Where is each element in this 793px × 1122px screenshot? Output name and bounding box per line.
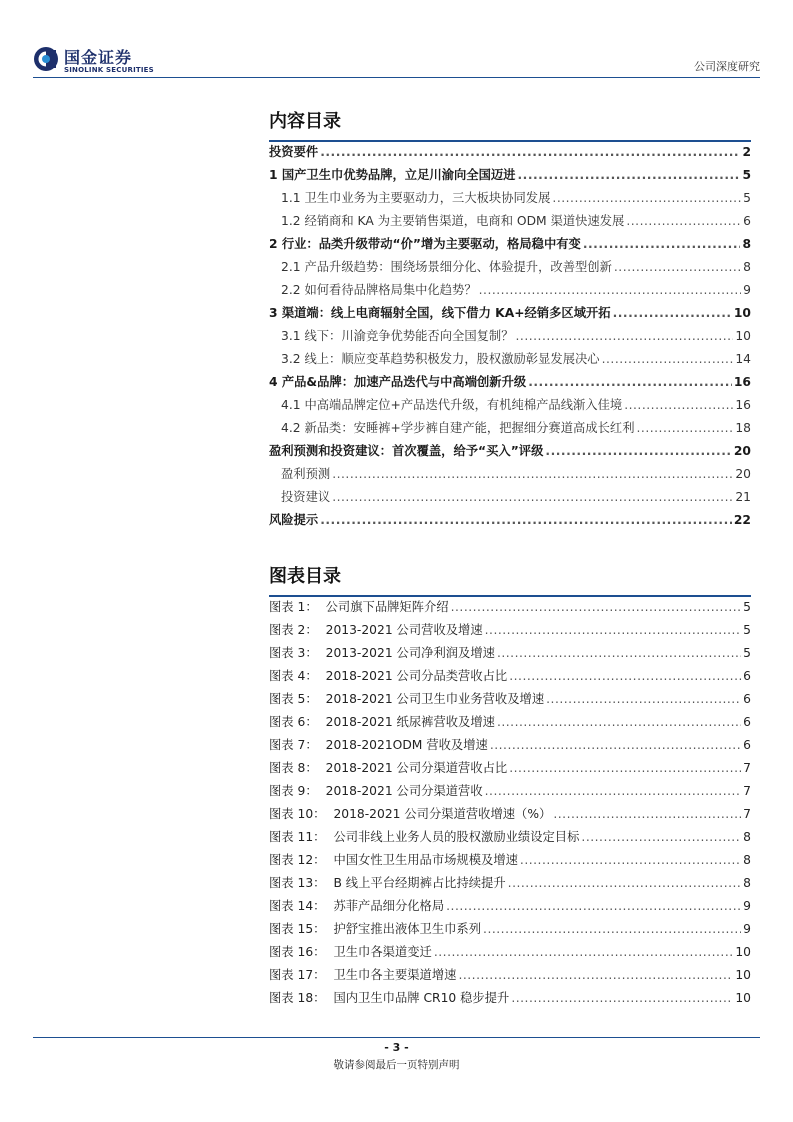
logo-chinese-name: 国金证券 — [64, 48, 133, 67]
toc-entry[interactable] — [269, 326, 751, 349]
figure-entry[interactable] — [269, 643, 751, 666]
figure-entry-page: 7 — [743, 761, 751, 775]
figure-entry[interactable] — [269, 873, 751, 896]
figure-entry-label: 图表 12： — [269, 853, 326, 867]
figure-leader-dots — [509, 669, 741, 683]
figure-entry-caption: 国内卫生巾品牌 CR10 稳步提升 — [333, 991, 510, 1005]
toc-entry[interactable] — [269, 165, 751, 188]
toc-entry[interactable] — [269, 487, 751, 510]
toc-entry-title: 4 产品&品牌：加速产品迭代与中高端创新升级 — [269, 375, 527, 389]
figure-entry-caption: 2018-2021 公司分渠道营收增速（%） — [333, 807, 552, 821]
figure-entry-page: 8 — [743, 876, 751, 890]
figure-entry-caption: B 线上平台经期裤占比持续提升 — [333, 876, 506, 890]
toc-entry[interactable] — [269, 280, 751, 303]
figure-entry-label: 图表 2： — [269, 623, 318, 637]
toc-entry-title: 4.1 中高端品牌定位+产品迭代升级，有机纯棉产品线渐入佳境 — [281, 398, 623, 412]
figure-entry[interactable] — [269, 988, 751, 1011]
toc-entry-page: 20 — [733, 444, 751, 458]
toc-entry-page: 14 — [735, 352, 751, 366]
figure-entry-label: 图表 7： — [269, 738, 318, 752]
toc-entry-page: 9 — [743, 283, 751, 297]
toc-entry-page: 8 — [742, 237, 751, 251]
toc-leader-dots — [332, 490, 733, 504]
toc-entry[interactable] — [269, 510, 751, 533]
figure-entry-caption: 2018-2021 公司卫生巾业务营收及增速 — [325, 692, 545, 706]
toc-entry-title: 1.2 经销商和 KA 为主要销售渠道，电商和 ODM 渠道快速发展 — [281, 214, 625, 228]
figure-leader-dots — [497, 646, 741, 660]
figure-leader-dots — [546, 692, 741, 706]
figure-entry-caption: 护舒宝推出液体卫生巾系列 — [333, 922, 482, 936]
toc-leader-dots — [320, 145, 740, 159]
figure-entry-page: 8 — [743, 853, 751, 867]
toc-leader-dots — [479, 283, 742, 297]
toc-leader-dots — [552, 191, 741, 205]
figure-entry[interactable] — [269, 781, 751, 804]
toc-entry[interactable] — [269, 188, 751, 211]
toc-entry-title: 3.1 线下：川渝竞争优势能否向全国复制？ — [281, 329, 514, 343]
figure-entry-caption: 2018-2021ODM 营收及增速 — [325, 738, 488, 752]
figure-entry-page: 5 — [743, 646, 751, 660]
figure-entry-label: 图表 8： — [269, 761, 318, 775]
toc-entry-page: 5 — [743, 191, 751, 205]
figure-entry-page: 5 — [743, 600, 751, 614]
toc-entry[interactable] — [269, 234, 751, 257]
figure-leader-dots — [458, 968, 733, 982]
toc-leader-dots — [528, 375, 732, 389]
toc-leader-dots — [626, 214, 741, 228]
toc-entry[interactable] — [269, 464, 751, 487]
figure-entry[interactable] — [269, 689, 751, 712]
toc-leader-dots — [545, 444, 731, 458]
toc-entry[interactable] — [269, 142, 751, 165]
figures-section — [269, 565, 751, 1011]
toc-leader-dots — [637, 421, 734, 435]
sinolink-logo-icon — [33, 46, 59, 72]
figure-entry-label: 图表 15： — [269, 922, 326, 936]
figure-leader-dots — [451, 600, 742, 614]
toc-entry-title: 投资建议 — [281, 490, 331, 504]
figure-entry-caption: 2018-2021 公司分品类营收占比 — [325, 669, 508, 683]
toc-entry-title: 1 国产卫生巾优势品牌，立足川渝向全国迈进 — [269, 168, 516, 182]
figure-entry-caption: 中国女性卫生用品市场规模及增速 — [333, 853, 518, 867]
figure-entry-caption: 公司旗下品牌矩阵介绍 — [325, 600, 449, 614]
figure-entry[interactable] — [269, 735, 751, 758]
report-type: 公司深度研究 — [694, 60, 760, 73]
logo-english-name: SINOLINK SECURITIES — [64, 66, 154, 74]
page-number: - 3 - — [384, 1041, 409, 1054]
figure-entry-caption: 2018-2021 公司分渠道营收占比 — [325, 761, 508, 775]
figure-entry-label: 图表 14： — [269, 899, 326, 913]
toc-entry-title: 4.2 新品类：安睡裤+学步裤自建产能，把握细分赛道高成长红利 — [281, 421, 635, 435]
figure-leader-dots — [520, 853, 741, 867]
figure-entry-page: 10 — [735, 945, 751, 959]
toc-entry-title: 风险提示 — [269, 513, 319, 527]
figure-entry-page: 9 — [743, 899, 751, 913]
figure-leader-dots — [511, 991, 733, 1005]
figure-entry[interactable] — [269, 804, 751, 827]
toc-entry-title: 2.2 如何看待品牌格局集中化趋势？ — [281, 283, 477, 297]
toc-entry[interactable] — [269, 257, 751, 280]
figure-entry-caption: 2013-2021 公司净利润及增速 — [325, 646, 495, 660]
toc-entry-page: 20 — [735, 467, 751, 481]
toc-entry[interactable] — [269, 211, 751, 234]
toc-entry[interactable] — [269, 372, 751, 395]
toc-entry-page: 5 — [742, 168, 751, 182]
toc-entry-page: 21 — [735, 490, 751, 504]
toc-leader-dots — [517, 168, 740, 182]
figure-entry-page: 10 — [735, 991, 751, 1005]
toc-entry-page: 22 — [733, 513, 751, 527]
figure-entry-page: 7 — [743, 807, 751, 821]
toc-entry-title: 3 渠道端：线上电商辐射全国，线下借力 KA+经销多区域开拓 — [269, 306, 611, 320]
disclaimer-note: 敬请参阅最后一页特别声明 — [333, 1059, 460, 1071]
figure-entry-caption: 2018-2021 纸尿裤营收及增速 — [325, 715, 495, 729]
figure-entry-caption: 公司非线上业务人员的股权激励业绩设定目标 — [333, 830, 580, 844]
figure-leader-dots — [509, 761, 741, 775]
toc-entry[interactable] — [269, 349, 751, 372]
figure-leader-dots — [485, 623, 742, 637]
figure-entry-page: 6 — [743, 715, 751, 729]
page-header — [0, 0, 793, 80]
figure-leader-dots — [490, 738, 741, 752]
figures-title: 图表目录 — [269, 566, 341, 587]
figure-leader-dots — [483, 922, 741, 936]
toc-entry-page: 18 — [735, 421, 751, 435]
figure-entry-page: 8 — [743, 830, 751, 844]
toc-leader-dots — [624, 398, 733, 412]
figure-entry-label: 图表 13： — [269, 876, 326, 890]
figure-leader-dots — [508, 876, 742, 890]
figure-entry[interactable] — [269, 965, 751, 988]
toc-entry-page: 10 — [735, 329, 751, 343]
figure-leader-dots — [553, 807, 741, 821]
figure-entry[interactable] — [269, 758, 751, 781]
figure-leader-dots — [581, 830, 741, 844]
figure-entry-label: 图表 9： — [269, 784, 318, 798]
contents-title: 内容目录 — [269, 111, 341, 132]
figure-leader-dots — [497, 715, 741, 729]
toc-entry-page: 6 — [743, 214, 751, 228]
figure-entry-page: 9 — [743, 922, 751, 936]
figure-entry-label: 图表 4： — [269, 669, 318, 683]
contents-section — [269, 110, 751, 533]
toc-leader-dots — [614, 260, 741, 274]
toc-entry-title: 投资要件 — [269, 145, 319, 159]
toc-entry[interactable] — [269, 418, 751, 441]
toc-entry-title: 盈利预测和投资建议：首次覆盖，给予“买入”评级 — [269, 444, 544, 458]
figure-entry[interactable] — [269, 827, 751, 850]
figure-leader-dots — [446, 899, 741, 913]
figure-entry-label: 图表 18： — [269, 991, 326, 1005]
figure-entry-label: 图表 11： — [269, 830, 326, 844]
footer-divider — [33, 1037, 760, 1038]
figure-entry[interactable] — [269, 942, 751, 965]
figure-entry-label: 图表 10： — [269, 807, 326, 821]
toc-leader-dots — [602, 352, 734, 366]
figure-leader-dots — [434, 945, 734, 959]
toc-entry-title: 3.2 线上：顺应变革趋势积极发力，股权激励彰显发展决心 — [281, 352, 600, 366]
figure-entry-page: 6 — [743, 738, 751, 752]
figure-entry[interactable] — [269, 712, 751, 735]
toc-leader-dots — [516, 329, 734, 343]
toc-entry[interactable] — [269, 441, 751, 464]
toc-entry-page: 2 — [742, 145, 751, 159]
toc-entry-title: 1.1 卫生巾业务为主要驱动力，三大板块协同发展 — [281, 191, 551, 205]
toc-leader-dots — [332, 467, 733, 481]
figure-entry-page: 7 — [743, 784, 751, 798]
figure-entry-caption: 卫生巾各主要渠道增速 — [333, 968, 457, 982]
toc-entry-page: 16 — [735, 398, 751, 412]
toc-entry-page: 10 — [733, 306, 751, 320]
toc-leader-dots — [613, 306, 732, 320]
figure-entry-caption: 2018-2021 公司分渠道营收 — [325, 784, 483, 798]
figure-entry[interactable] — [269, 896, 751, 919]
toc-entry[interactable] — [269, 303, 751, 326]
contents-list — [269, 142, 751, 533]
toc-leader-dots — [320, 513, 732, 527]
figure-entry[interactable] — [269, 597, 751, 620]
figure-entry-label: 图表 3： — [269, 646, 318, 660]
toc-entry[interactable] — [269, 395, 751, 418]
figure-entry[interactable] — [269, 919, 751, 942]
toc-entry-page: 16 — [733, 375, 751, 389]
header-divider — [33, 77, 760, 78]
toc-leader-dots — [583, 237, 741, 251]
toc-entry-title: 2.1 产品升级趋势：围绕场景细分化、体验提升，改善型创新 — [281, 260, 612, 274]
figure-entry-page: 10 — [735, 968, 751, 982]
toc-entry-page: 8 — [743, 260, 751, 274]
figure-entry-caption: 苏菲产品细分化格局 — [333, 899, 445, 913]
figure-entry[interactable] — [269, 850, 751, 873]
figure-entry-page: 6 — [743, 669, 751, 683]
figure-entry[interactable] — [269, 620, 751, 643]
figure-entry-page: 5 — [743, 623, 751, 637]
figure-entry-page: 6 — [743, 692, 751, 706]
figure-entry-label: 图表 16： — [269, 945, 326, 959]
figure-entry-caption: 2013-2021 公司营收及增速 — [325, 623, 483, 637]
figures-list — [269, 597, 751, 1011]
figure-entry-label: 图表 6： — [269, 715, 318, 729]
figure-entry[interactable] — [269, 666, 751, 689]
toc-entry-title: 2 行业：品类升级带动“价”增为主要驱动，格局稳中有变 — [269, 237, 581, 251]
figure-entry-label: 图表 1： — [269, 600, 318, 614]
figure-entry-label: 图表 5： — [269, 692, 318, 706]
figure-entry-label: 图表 17： — [269, 968, 326, 982]
figure-leader-dots — [485, 784, 742, 798]
toc-entry-title: 盈利预测 — [281, 467, 331, 481]
figure-entry-caption: 卫生巾各渠道变迁 — [333, 945, 432, 959]
